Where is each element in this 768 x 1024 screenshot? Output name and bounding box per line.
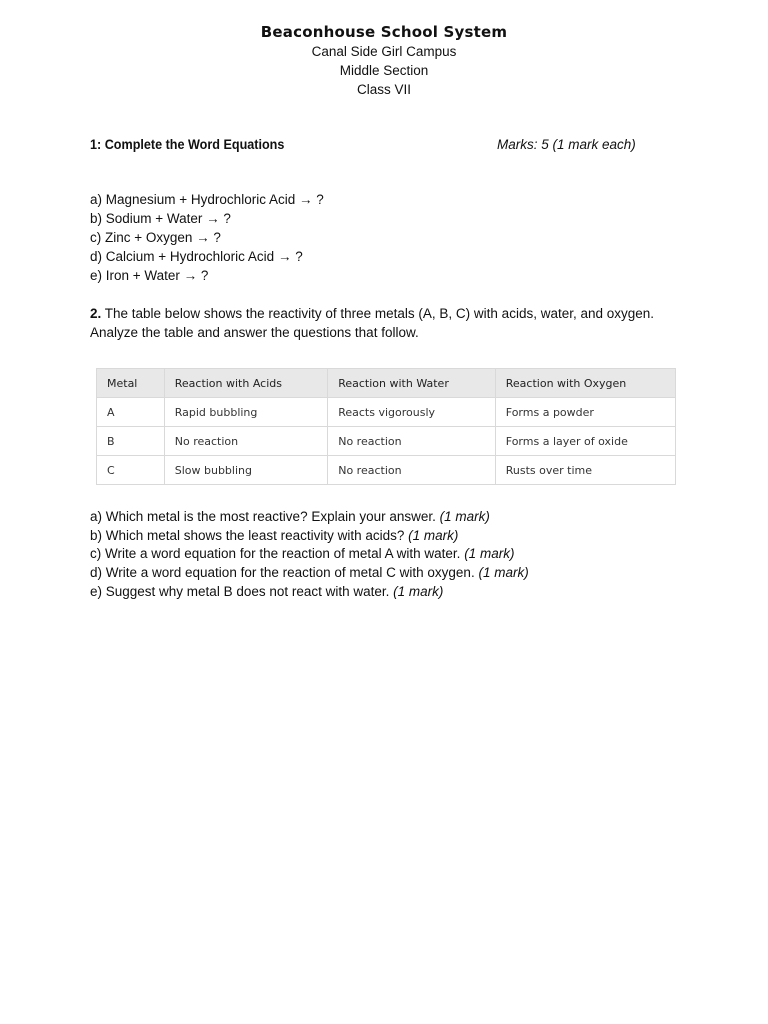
column-header-water: Reaction with Water	[328, 369, 496, 398]
list-item: b) Sodium + Water → ?	[90, 211, 231, 226]
question-2-text: The table below shows the reactivity of three metals (A, B, C) with acids, water, and oxygen. Analyze the table and answer the questions that follow.	[90, 306, 655, 340]
table-cell: C	[97, 456, 165, 485]
table-cell: No reaction	[328, 456, 496, 485]
subquestion-text: d) Write a word equation for the reaction of metal C with oxygen.	[90, 565, 479, 581]
subquestion-text: b) Which metal shows the least reactivity with acids?	[90, 527, 409, 543]
list-item	[90, 545, 529, 564]
table-cell: No reaction	[328, 427, 496, 456]
column-header-oxygen: Reaction with Oxygen	[495, 369, 675, 398]
document-header	[0, 22, 768, 99]
table-cell: No reaction	[164, 427, 327, 456]
question-1-title: 1: Complete the Word Equations	[90, 136, 285, 152]
table-cell: Slow bubbling	[164, 456, 327, 485]
subquestion-mark: (1 mark)	[393, 583, 444, 599]
table-cell: Forms a powder	[495, 398, 675, 427]
word-equation-list	[90, 190, 324, 285]
subquestion-text: e) Suggest why metal B does not react with water.	[90, 583, 394, 599]
list-item: d) Calcium + Hydrochloric Acid → ?	[90, 249, 303, 264]
table-cell: Reacts vigorously	[328, 398, 496, 427]
subquestion-mark: (1 mark)	[478, 565, 529, 581]
question-2-subquestions	[90, 508, 529, 602]
table-row	[97, 456, 676, 485]
column-header-metal: Metal	[97, 369, 165, 398]
list-item	[90, 564, 529, 583]
table-cell: Rusts over time	[495, 456, 675, 485]
table-cell: B	[97, 427, 165, 456]
subquestion-text: a) Which metal is the most reactive? Explain your answer.	[90, 509, 440, 524]
reactivity-table-wrapper	[96, 368, 676, 485]
subquestion-text: c) Write a word equation for the reaction of metal A with water.	[90, 546, 465, 562]
campus-name: Canal Side Girl Campus	[311, 44, 457, 59]
list-item: a) Magnesium + Hydrochloric Acid → ?	[90, 192, 324, 207]
list-item	[90, 583, 529, 602]
column-header-acids: Reaction with Acids	[164, 369, 327, 398]
list-item	[90, 527, 529, 546]
class-name: Class VII	[356, 82, 411, 97]
question-1-marks: Marks: 5 (1 mark each)	[497, 137, 636, 152]
list-item: e) Iron + Water → ?	[90, 268, 209, 283]
table-cell: Forms a layer of oxide	[495, 427, 675, 456]
question-2-number: 2.	[90, 306, 102, 321]
table-header-row	[97, 369, 676, 398]
reactivity-table	[96, 368, 676, 485]
list-item: c) Zinc + Oxygen → ?	[90, 230, 221, 245]
table-row	[97, 398, 676, 427]
table-cell: A	[97, 398, 165, 427]
section-name: Middle Section	[339, 63, 429, 78]
table-row	[97, 427, 676, 456]
school-name: Beaconhouse School System	[260, 23, 508, 41]
subquestion-mark: (1 mark)	[408, 527, 459, 543]
list-item	[90, 508, 529, 527]
question-2-intro	[90, 304, 690, 342]
subquestion-mark: (1 mark)	[464, 546, 515, 562]
table-cell: Rapid bubbling	[164, 398, 327, 427]
subquestion-mark: (1 mark)	[439, 509, 490, 524]
